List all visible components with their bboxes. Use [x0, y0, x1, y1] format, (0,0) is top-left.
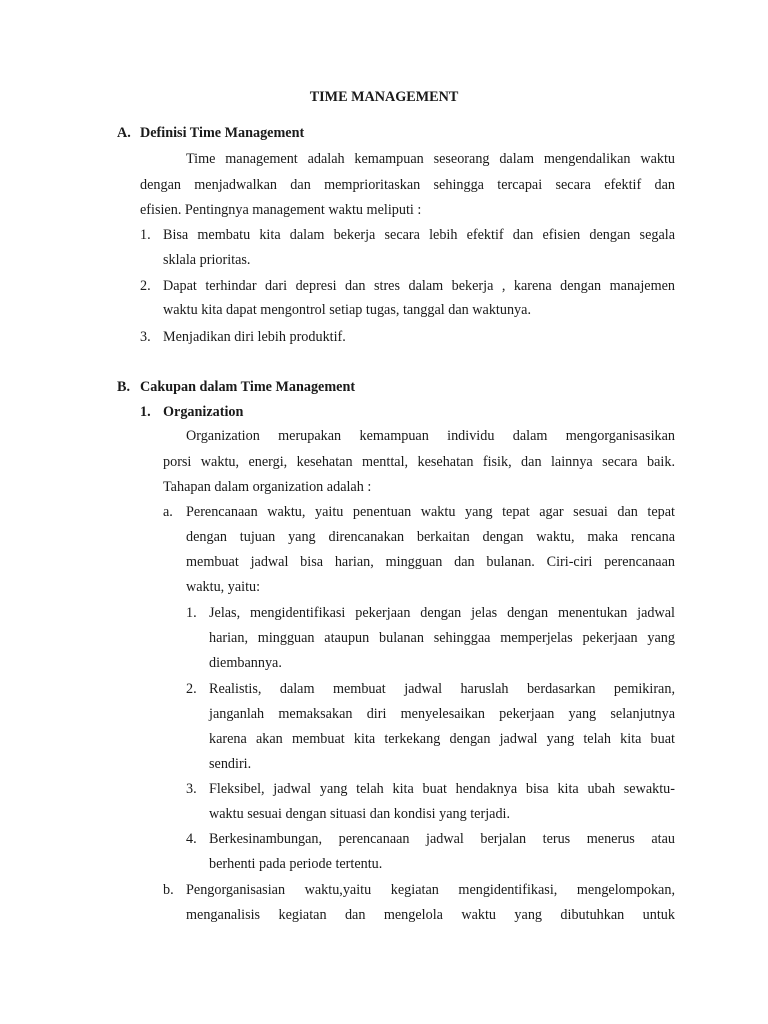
nested-item-text: sendiri.: [209, 756, 252, 772]
section-b-marker: B.: [117, 379, 131, 395]
list-item-text: waktu kita dapat mengontrol setiap tugas, tanggal dan waktunya.: [163, 302, 531, 318]
nested-item-number: 1.: [186, 605, 197, 621]
alpha-list-text: waktu, yaitu:: [186, 579, 261, 595]
alpha-list-text: Pengorganisasian waktu,yaitu kegiatan mengidentifikasi, mengelompokan,: [186, 882, 675, 898]
subsection-heading: Organization: [163, 404, 244, 420]
alpha-list-text: membuat jadwal bisa harian, mingguan dan bulanan. Ciri-ciri perencanaan: [186, 554, 675, 570]
document-title: TIME MANAGEMENT: [309, 89, 459, 105]
list-item-text: Bisa membatu kita dalam bekerja secara lebih efektif dan efisien dengan segala: [163, 227, 675, 243]
list-item-number: 2.: [140, 278, 151, 294]
nested-item-text: Jelas, mengidentifikasi pekerjaan dengan jelas dengan menentukan jadwal: [209, 605, 675, 621]
nested-item-text: Fleksibel, jadwal yang telah kita buat hendaknya bisa kita ubah sewaktu-: [209, 781, 675, 797]
list-item-number: 3.: [140, 329, 151, 345]
alpha-list-text: menganalisis kegiatan dan mengelola waktu yang dibutuhkan untuk: [186, 907, 675, 923]
list-item-number: 1.: [140, 227, 151, 243]
nested-item-text: Realistis, dalam membuat jadwal haruslah berdasarkan pemikiran,: [209, 681, 675, 697]
alpha-list-marker: b.: [163, 882, 174, 898]
subsection-number: 1.: [140, 404, 151, 420]
section-b-heading: Cakupan dalam Time Management: [140, 379, 356, 395]
section-a-heading: Definisi Time Management: [140, 125, 305, 141]
section-a-paragraph-line: Time management adalah kemampuan seseorang dalam mengendalikan waktu: [186, 151, 675, 167]
alpha-list-marker: a.: [163, 504, 173, 520]
alpha-list-text: dengan tujuan yang direncanakan berkaitan dengan waktu, maka rencana: [186, 529, 675, 545]
nested-item-text: harian, mingguan ataupun bulanan sehinggaa memperjelas pekerjaan yang: [209, 630, 675, 646]
nested-item-number: 4.: [186, 831, 197, 847]
nested-item-text: janganlah memaksakan diri menyelesaikan pekerjaan yang selanjutnya: [209, 706, 675, 722]
nested-item-number: 2.: [186, 681, 197, 697]
list-item-text: sklala prioritas.: [163, 252, 251, 268]
alpha-list-text: Perencanaan waktu, yaitu penentuan waktu yang tepat agar sesuai dan tepat: [186, 504, 675, 520]
nested-item-text: Berkesinambungan, perencanaan jadwal berjalan terus menerus atau: [209, 831, 675, 847]
nested-item-text: waktu sesuai dengan situasi dan kondisi yang terjadi.: [209, 806, 511, 822]
nested-item-text: karena akan membuat kita terkekang dengan jadwal yang telah kita buat: [209, 731, 675, 747]
nested-item-number: 3.: [186, 781, 197, 797]
nested-item-text: berhenti pada periode tertentu.: [209, 856, 383, 872]
list-item-text: Dapat terhindar dari depresi dan stres dalam bekerja , karena dengan manajemen: [163, 278, 675, 294]
section-a-marker: A.: [117, 125, 131, 141]
section-a-paragraph-line: efisien. Pentingnya management waktu meliputi :: [140, 202, 422, 218]
subsection-paragraph-line: porsi waktu, energi, kesehatan menttal, kesehatan fisik, dan lainnya secara baik.: [163, 454, 675, 470]
nested-item-text: diembannya.: [209, 655, 282, 671]
list-item-text: Menjadikan diri lebih produktif.: [163, 329, 346, 345]
subsection-paragraph-line: Organization merupakan kemampuan individu dalam mengorganisasikan: [186, 428, 675, 444]
section-a-paragraph-line: dengan menjadwalkan dan memprioritaskan sehingga tercapai secara efektif dan: [140, 177, 675, 193]
subsection-paragraph-line: Tahapan dalam organization adalah :: [163, 479, 372, 495]
